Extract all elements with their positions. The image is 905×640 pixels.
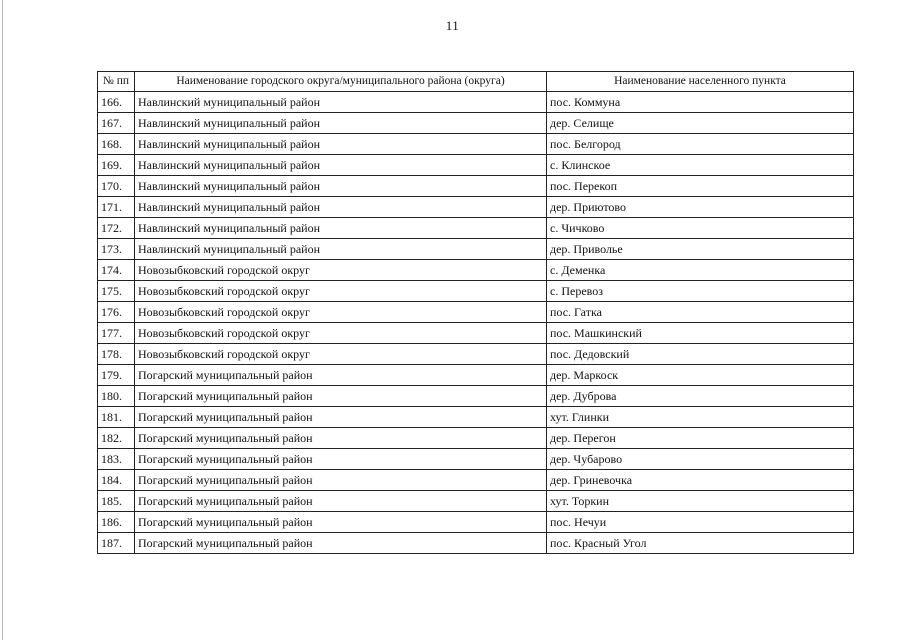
- row-number: 169.: [98, 155, 135, 176]
- table-row: [98, 512, 854, 533]
- header-district: Наименование городского округа/муниципального района (округа): [135, 72, 547, 92]
- row-district: Новозыбковский городской округ: [135, 323, 547, 344]
- row-settlement: пос. Красный Угол: [547, 533, 854, 554]
- row-number: 187.: [98, 533, 135, 554]
- table-row: [98, 260, 854, 281]
- row-number: 167.: [98, 113, 135, 134]
- page-number: 11: [445, 18, 460, 33]
- row-district: Навлинский муниципальный район: [135, 197, 547, 218]
- row-district: Погарский муниципальный район: [135, 386, 547, 407]
- row-district: Навлинский муниципальный район: [135, 176, 547, 197]
- row-number: 180.: [98, 386, 135, 407]
- row-district: Навлинский муниципальный район: [135, 218, 547, 239]
- header-settlement: Наименование населенного пункта: [547, 72, 854, 92]
- row-settlement: дер. Маркоск: [547, 365, 854, 386]
- row-district: Погарский муниципальный район: [135, 449, 547, 470]
- row-district: Навлинский муниципальный район: [135, 155, 547, 176]
- table-row: [98, 281, 854, 302]
- header-number: № пп: [98, 72, 135, 92]
- row-number: 175.: [98, 281, 135, 302]
- row-settlement: пос. Нечуи: [547, 512, 854, 533]
- row-district: Погарский муниципальный район: [135, 512, 547, 533]
- row-settlement: дер. Селище: [547, 113, 854, 134]
- row-settlement: с. Клинское: [547, 155, 854, 176]
- row-settlement: пос. Белгород: [547, 134, 854, 155]
- row-settlement: дер. Чубарово: [547, 449, 854, 470]
- table-row: [98, 470, 854, 491]
- row-number: 177.: [98, 323, 135, 344]
- row-settlement: с. Чичково: [547, 218, 854, 239]
- row-district: Навлинский муниципальный район: [135, 239, 547, 260]
- row-number: 179.: [98, 365, 135, 386]
- row-district: Погарский муниципальный район: [135, 491, 547, 512]
- table-row: [98, 155, 854, 176]
- table-row: [98, 533, 854, 554]
- table-row: [98, 344, 854, 365]
- row-number: 181.: [98, 407, 135, 428]
- table-row: [98, 113, 854, 134]
- row-number: 171.: [98, 197, 135, 218]
- row-settlement: пос. Гатка: [547, 302, 854, 323]
- row-number: 186.: [98, 512, 135, 533]
- row-district: Навлинский муниципальный район: [135, 92, 547, 113]
- row-district: Новозыбковский городской округ: [135, 281, 547, 302]
- row-number: 178.: [98, 344, 135, 365]
- table-row: [98, 449, 854, 470]
- settlements-table: [97, 71, 854, 554]
- table-row: [98, 491, 854, 512]
- table-row: [98, 386, 854, 407]
- table-header-row: [98, 72, 854, 92]
- row-settlement: с. Деменка: [547, 260, 854, 281]
- row-settlement: дер. Приютово: [547, 197, 854, 218]
- row-number: 170.: [98, 176, 135, 197]
- row-settlement: пос. Машкинский: [547, 323, 854, 344]
- page-left-edge: [2, 0, 3, 640]
- row-number: 173.: [98, 239, 135, 260]
- table-row: [98, 176, 854, 197]
- row-district: Погарский муниципальный район: [135, 428, 547, 449]
- row-district: Погарский муниципальный район: [135, 407, 547, 428]
- table-row: [98, 92, 854, 113]
- row-number: 176.: [98, 302, 135, 323]
- row-settlement: хут. Торкин: [547, 491, 854, 512]
- row-number: 168.: [98, 134, 135, 155]
- table-row: [98, 323, 854, 344]
- row-district: Погарский муниципальный район: [135, 533, 547, 554]
- row-district: Новозыбковский городской округ: [135, 302, 547, 323]
- table-row: [98, 302, 854, 323]
- table-row: [98, 218, 854, 239]
- row-settlement: пос. Коммуна: [547, 92, 854, 113]
- row-number: 183.: [98, 449, 135, 470]
- row-settlement: пос. Дедовский: [547, 344, 854, 365]
- table-row: [98, 239, 854, 260]
- row-district: Новозыбковский городской округ: [135, 260, 547, 281]
- row-settlement: дер. Гриневочка: [547, 470, 854, 491]
- row-settlement: хут. Глинки: [547, 407, 854, 428]
- table-row: [98, 407, 854, 428]
- row-district: Навлинский муниципальный район: [135, 113, 547, 134]
- row-district: Погарский муниципальный район: [135, 470, 547, 491]
- table-body: [98, 92, 854, 554]
- row-number: 166.: [98, 92, 135, 113]
- row-settlement: дер. Дуброва: [547, 386, 854, 407]
- row-number: 184.: [98, 470, 135, 491]
- row-district: Навлинский муниципальный район: [135, 134, 547, 155]
- row-district: Погарский муниципальный район: [135, 365, 547, 386]
- row-number: 185.: [98, 491, 135, 512]
- table-row: [98, 134, 854, 155]
- row-number: 172.: [98, 218, 135, 239]
- table-row: [98, 428, 854, 449]
- row-settlement: с. Перевоз: [547, 281, 854, 302]
- row-number: 182.: [98, 428, 135, 449]
- row-district: Новозыбковский городской округ: [135, 344, 547, 365]
- row-number: 174.: [98, 260, 135, 281]
- row-settlement: дер. Приволье: [547, 239, 854, 260]
- row-settlement: пос. Перекоп: [547, 176, 854, 197]
- table-row: [98, 197, 854, 218]
- table-row: [98, 365, 854, 386]
- row-settlement: дер. Перегон: [547, 428, 854, 449]
